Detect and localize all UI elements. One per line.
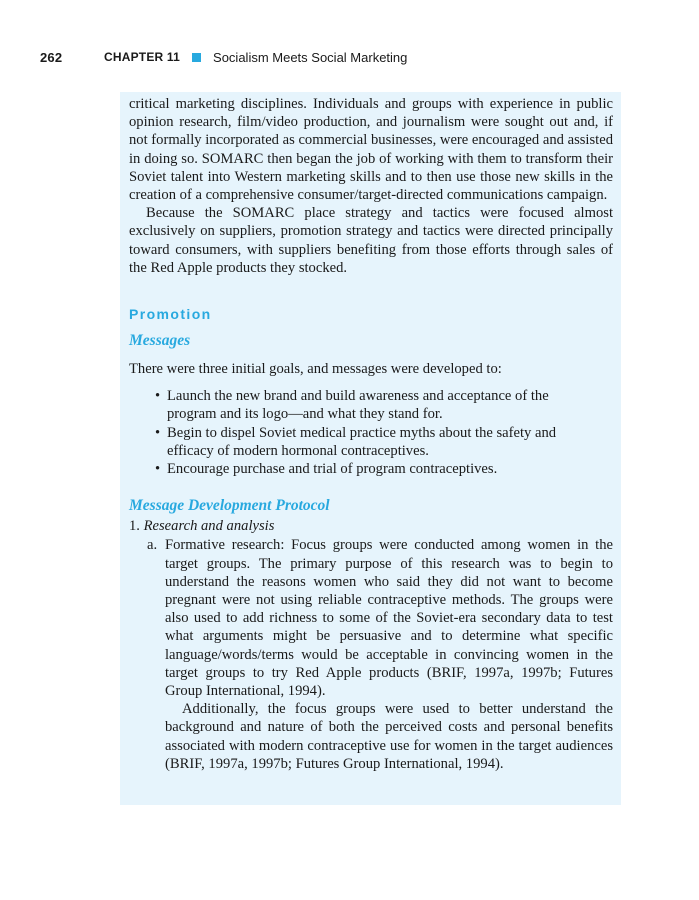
step-1a [129, 536, 613, 773]
sub-step-letter: a. [147, 537, 158, 554]
formative-research-additional: Additionally, the focus groups were used to better understand the background and nature of both the perceived costs and personal benefits associated with modern contraceptive use for women in the target audiences (BRIF, 1997a, 1997b; Futures Group International, 1994). [165, 701, 613, 772]
case-study-content [129, 95, 613, 773]
square-bullet-icon [192, 53, 201, 62]
heading-promotion: Promotion [129, 306, 212, 323]
paragraph-place-strategy: Because the SOMARC place strategy and tactics were focused almost exclusively on suppliers, promotion strategy and tactics were directed principally toward consumers, with suppliers benefiting from those efforts through sales of the Red Apple products they stocked. [129, 205, 613, 276]
bullet-icon: • [155, 461, 161, 478]
running-header [40, 47, 407, 67]
protocol-steps [129, 517, 613, 773]
paragraph-continuation: critical marketing disciplines. Individuals and groups with experience in public opinion research, film/video production, and journalism were sought out and, if not formally incorporated as commercial businesses, were encouraged and assisted in doing so. SOMARC then began the job of working with them to transform their Soviet talent into Western marketing skills and to then use those new skills in the creation of a comprehensive consumer/target-directed communications campaign. [129, 96, 613, 204]
bullet-icon: • [155, 424, 161, 441]
goal-text: Launch the new brand and build awareness and acceptance of the program and its logo—and what they stand for. [167, 388, 549, 423]
formative-research-text: Formative research: Focus groups were conducted among women in the target groups. The primary purpose of this research was to begin to understand the reasons women who said they did not want to become pregnant were not using reliable contraceptive methods. The groups were also used to add richness to some of the Soviet-era secondary data to test what arguments might be persuasive and to determine what specific language/words/terms would be acceptable in convincing women in the target groups to try Red Apple products (BRIF, 1997a, 1997b; Futures Group International, 1994). [165, 537, 613, 700]
page-number: 262 [40, 49, 63, 65]
list-item [129, 460, 579, 478]
list-item [129, 424, 579, 460]
step-1-title [129, 517, 613, 535]
step-title-text: Research and analysis [143, 518, 275, 535]
messages-intro: There were three initial goals, and messages were developed to: [129, 361, 502, 378]
goal-text: Begin to dispel Soviet medical practice myths about the safety and efficacy of modern hormonal contraceptives. [167, 424, 557, 459]
chapter-label: CHAPTER 11 [104, 50, 181, 64]
goal-text: Encourage purchase and trial of program contraceptives. [167, 461, 498, 478]
list-item [129, 387, 579, 423]
step-number: 1. [129, 518, 140, 535]
heading-message-development-protocol: Message Development Protocol [129, 497, 330, 515]
goals-list [129, 387, 613, 478]
bullet-icon: • [155, 388, 161, 405]
heading-messages: Messages [129, 332, 191, 350]
running-title: Socialism Meets Social Marketing [213, 49, 408, 65]
